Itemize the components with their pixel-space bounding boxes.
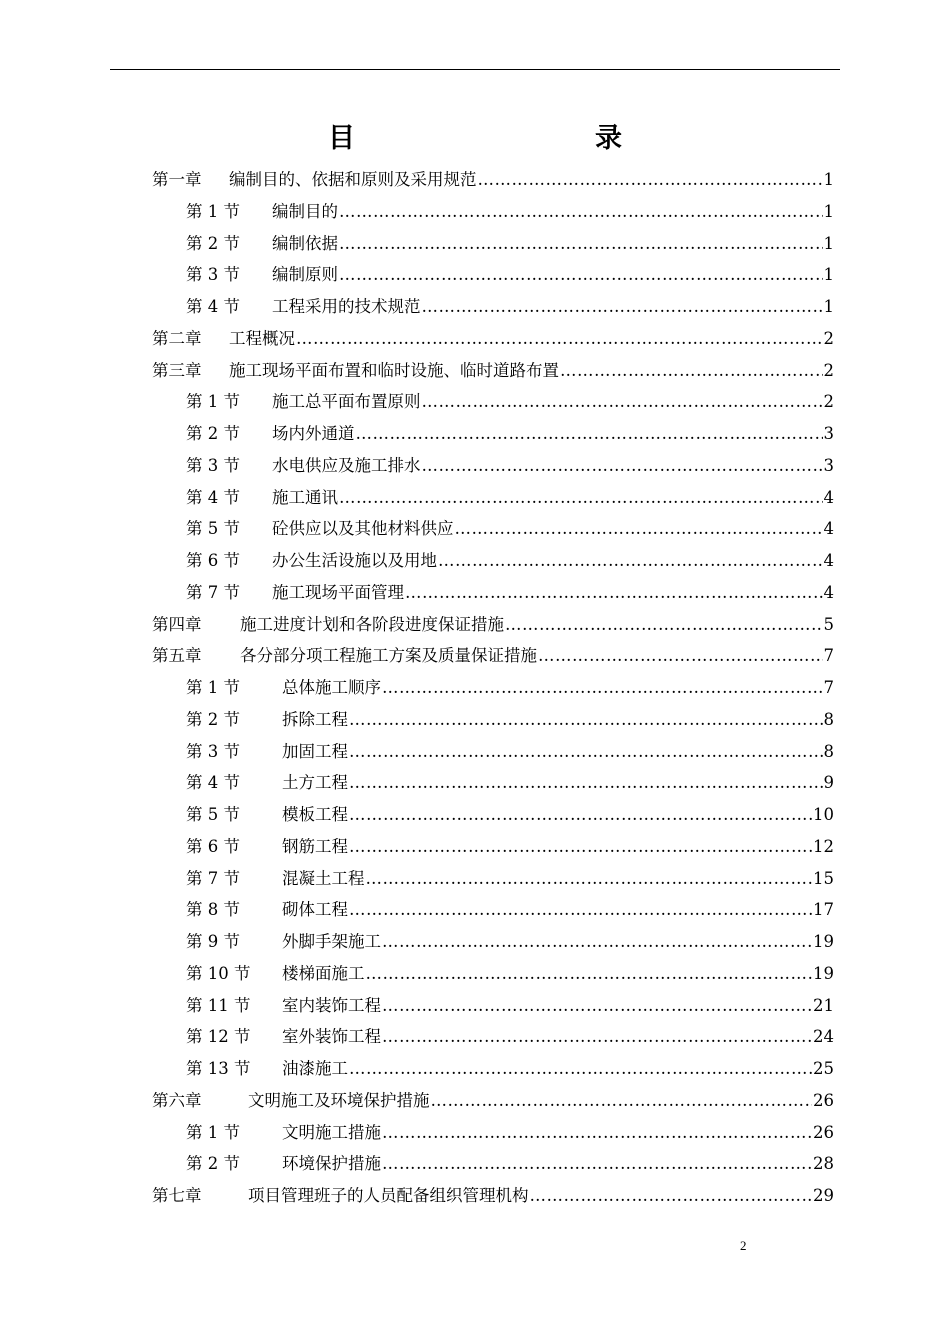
toc-leader-dots xyxy=(366,958,813,990)
toc-section-entry xyxy=(186,799,834,831)
toc-leader-dots xyxy=(349,704,823,736)
toc-entry-number: 第 2 节 xyxy=(186,1154,240,1174)
toc-section-entry xyxy=(186,1148,834,1180)
toc-entry-page: 4 xyxy=(823,582,834,602)
toc-entry-number: 第 1 节 xyxy=(186,392,240,412)
toc-entry-title: 楼梯面施工 xyxy=(282,963,365,983)
toc-entry-number: 第 1 节 xyxy=(186,678,240,697)
toc-leader-dots xyxy=(422,386,823,418)
toc-entry-number: 第四章 xyxy=(152,614,202,634)
toc-entry-number: 第 7 节 xyxy=(186,868,240,888)
toc-leader-dots xyxy=(349,831,812,863)
toc-leader-dots xyxy=(349,736,823,768)
toc-entry-page: 1 xyxy=(823,201,834,221)
toc-entry-title: 室内装饰工程 xyxy=(282,995,381,1015)
toc-entry-title: 总体施工顺序 xyxy=(282,678,381,697)
toc-entry-number: 第 7 节 xyxy=(186,582,240,602)
toc-entry-title: 砼供应以及其他材料供应 xyxy=(272,519,454,539)
toc-entry-page: 4 xyxy=(823,551,834,570)
toc-entry-number: 第 4 节 xyxy=(186,297,240,316)
toc-entry-title: 各分部分项工程施工方案及质量保证措施 xyxy=(240,646,537,666)
toc-chapter-entry xyxy=(152,609,834,641)
toc-section-entry xyxy=(186,1053,834,1085)
toc-entry-title: 环境保护措施 xyxy=(282,1154,381,1174)
toc-entry-page: 2 xyxy=(823,328,834,348)
toc-leader-dots xyxy=(339,196,823,228)
toc-entry-title: 室外装饰工程 xyxy=(282,1027,381,1047)
toc-section-entry xyxy=(186,513,834,545)
toc-entry-page: 17 xyxy=(813,900,834,920)
toc-section-entry xyxy=(186,196,834,228)
page-number: 2 xyxy=(740,1238,747,1253)
toc-entry-number: 第七章 xyxy=(152,1186,202,1205)
toc-leader-dots xyxy=(339,482,823,514)
toc-leader-dots xyxy=(349,767,823,799)
toc-section-entry xyxy=(186,1117,834,1149)
toc-entry-number: 第 1 节 xyxy=(186,1122,240,1142)
toc-section-entry xyxy=(186,1021,834,1053)
toc-chapter-entry xyxy=(152,1180,834,1212)
toc-entry-number: 第 8 节 xyxy=(186,900,240,920)
toc-entry-page: 26 xyxy=(813,1122,834,1142)
toc-section-entry xyxy=(186,704,834,736)
toc-entry-title: 工程概况 xyxy=(229,328,295,348)
toc-entry-number: 第五章 xyxy=(152,646,202,666)
toc-section-entry xyxy=(186,990,834,1022)
toc-section-entry xyxy=(186,926,834,958)
toc-entry-page: 29 xyxy=(813,1186,834,1205)
toc-entry-page: 4 xyxy=(823,487,834,507)
toc-section-entry xyxy=(186,291,834,323)
toc-entry-title: 钢筋工程 xyxy=(282,836,348,856)
toc-entry-number: 第 6 节 xyxy=(186,551,240,570)
toc-section-entry xyxy=(186,863,834,895)
toc-leader-dots xyxy=(438,545,823,577)
toc-entry-title: 水电供应及施工排水 xyxy=(272,455,421,475)
toc-leader-dots xyxy=(296,323,823,355)
toc-entry-number: 第 9 节 xyxy=(186,932,240,951)
toc-entry-page: 9 xyxy=(823,773,834,793)
toc-section-entry xyxy=(186,894,834,926)
toc-entry-number: 第 4 节 xyxy=(186,773,240,793)
toc-entry-title: 办公生活设施以及用地 xyxy=(272,551,437,570)
toc-entry-page: 1 xyxy=(823,265,834,285)
toc-entry-number: 第 3 节 xyxy=(186,265,240,285)
toc-entry-number: 第 10 节 xyxy=(186,963,251,983)
toc-entry-page: 24 xyxy=(813,1027,834,1047)
toc-leader-dots xyxy=(366,863,813,895)
toc-entry-page: 19 xyxy=(813,963,834,983)
toc-entry-page: 26 xyxy=(813,1090,834,1110)
toc-entry-page: 2 xyxy=(823,360,834,380)
toc-entry-number: 第二章 xyxy=(152,328,202,348)
toc-entry-number: 第六章 xyxy=(152,1090,202,1110)
toc-section-entry xyxy=(186,228,834,260)
toc-entry-page: 4 xyxy=(823,519,834,539)
toc-entry-title: 施工总平面布置原则 xyxy=(272,392,421,412)
toc-section-entry xyxy=(186,259,834,291)
toc-entry-number: 第一章 xyxy=(152,170,202,189)
toc-leader-dots xyxy=(349,799,812,831)
toc-leader-dots xyxy=(382,1021,812,1053)
toc-leader-dots xyxy=(431,1085,813,1117)
toc-entry-number: 第 6 节 xyxy=(186,836,240,856)
toc-leader-dots xyxy=(339,228,823,260)
toc-entry-page: 8 xyxy=(823,709,834,729)
toc-entry-page: 12 xyxy=(813,836,834,856)
toc-entry-page: 1 xyxy=(823,233,834,253)
toc-leader-dots xyxy=(422,291,823,323)
toc-entry-title: 混凝土工程 xyxy=(282,868,365,888)
toc-entry-number: 第 5 节 xyxy=(186,519,240,539)
toc-entry-page: 25 xyxy=(813,1059,834,1078)
toc-entry-title: 编制依据 xyxy=(272,233,338,253)
toc-entry-page: 1 xyxy=(823,297,834,316)
toc-entry-title: 项目管理班子的人员配备组织管理机构 xyxy=(248,1186,529,1205)
toc-entry-title: 场内外通道 xyxy=(272,424,355,443)
toc-entry-title: 工程采用的技术规范 xyxy=(272,297,421,316)
toc-leader-dots xyxy=(349,1053,812,1085)
toc-entry-number: 第 13 节 xyxy=(186,1059,251,1078)
toc-entry-title: 施工通讯 xyxy=(272,487,338,507)
toc-leader-dots xyxy=(405,577,823,609)
toc-leader-dots xyxy=(455,513,823,545)
toc-section-entry xyxy=(186,450,834,482)
toc-entry-number: 第 2 节 xyxy=(186,709,240,729)
toc-leader-dots xyxy=(560,355,823,387)
toc-chapter-entry xyxy=(152,1085,834,1117)
toc-entry-number: 第 5 节 xyxy=(186,805,240,824)
toc-entry-page: 8 xyxy=(823,741,834,761)
toc-section-entry xyxy=(186,672,834,704)
toc-entry-number: 第 2 节 xyxy=(186,424,240,443)
toc-chapter-entry xyxy=(152,355,834,387)
toc-section-entry xyxy=(186,767,834,799)
toc-section-entry xyxy=(186,736,834,768)
toc-chapter-entry xyxy=(152,640,834,672)
toc-leader-dots xyxy=(478,164,823,196)
toc-leader-dots xyxy=(382,1117,812,1149)
toc-entry-number: 第 3 节 xyxy=(186,741,240,761)
toc-entry-number: 第 4 节 xyxy=(186,487,240,507)
toc-entry-page: 3 xyxy=(823,455,834,475)
toc-entry-page: 1 xyxy=(823,170,834,189)
toc-entry-title: 外脚手架施工 xyxy=(282,932,381,951)
toc-leader-dots xyxy=(382,672,823,704)
page-title: 目 录 xyxy=(328,123,684,154)
toc-entry-title: 施工进度计划和各阶段进度保证措施 xyxy=(240,614,504,634)
toc-leader-dots xyxy=(505,609,823,641)
toc-entry-page: 7 xyxy=(823,678,834,697)
toc-entry-page: 3 xyxy=(823,424,834,443)
toc-entry-page: 2 xyxy=(823,392,834,412)
toc-entry-page: 19 xyxy=(813,932,834,951)
toc-section-entry xyxy=(186,577,834,609)
toc-entry-page: 15 xyxy=(813,868,834,888)
toc-entry-page: 10 xyxy=(813,805,834,824)
toc-leader-dots xyxy=(382,1148,812,1180)
toc-entry-title: 油漆施工 xyxy=(282,1059,348,1078)
toc-leader-dots xyxy=(349,894,812,926)
toc-chapter-entry xyxy=(152,323,834,355)
toc-entry-page: 21 xyxy=(813,995,834,1015)
toc-entry-title: 模板工程 xyxy=(282,805,348,824)
toc-section-entry xyxy=(186,958,834,990)
toc-leader-dots xyxy=(530,1180,813,1212)
toc-entry-number: 第 3 节 xyxy=(186,455,240,475)
toc-entry-title: 砌体工程 xyxy=(282,900,348,920)
toc-leader-dots xyxy=(339,259,823,291)
toc-leader-dots xyxy=(422,450,823,482)
toc-entry-page: 28 xyxy=(813,1154,834,1174)
toc-entry-title: 施工现场平面管理 xyxy=(272,582,404,602)
toc-section-entry xyxy=(186,831,834,863)
toc-leader-dots xyxy=(382,990,812,1022)
toc-entry-title: 文明施工措施 xyxy=(282,1122,381,1142)
toc-section-entry xyxy=(186,482,834,514)
toc-entry-title: 拆除工程 xyxy=(282,709,348,729)
header-rule xyxy=(110,69,840,70)
toc-leader-dots xyxy=(356,418,823,450)
toc-entry-page: 5 xyxy=(823,614,834,634)
toc-section-entry xyxy=(186,545,834,577)
toc-entry-number: 第 2 节 xyxy=(186,233,240,253)
toc-entry-title: 文明施工及环境保护措施 xyxy=(248,1090,430,1110)
toc-entry-number: 第 11 节 xyxy=(186,995,251,1015)
toc-entry-number: 第 1 节 xyxy=(186,201,240,221)
toc-entry-number: 第三章 xyxy=(152,360,202,380)
toc-entry-title: 编制原则 xyxy=(272,265,338,285)
toc-section-entry xyxy=(186,418,834,450)
toc-entry-title: 加固工程 xyxy=(282,741,348,761)
toc-entry-page: 7 xyxy=(823,646,834,666)
toc-chapter-entry xyxy=(152,164,834,196)
toc-entry-number: 第 12 节 xyxy=(186,1027,251,1047)
toc-entry-title: 编制目的 xyxy=(272,201,338,221)
toc-leader-dots xyxy=(538,640,823,672)
toc-entry-title: 施工现场平面布置和临时设施、临时道路布置 xyxy=(229,360,559,380)
toc-entry-title: 土方工程 xyxy=(282,773,348,793)
toc-leader-dots xyxy=(382,926,812,958)
toc-section-entry xyxy=(186,386,834,418)
toc-entry-title: 编制目的、依据和原则及采用规范 xyxy=(229,170,477,189)
